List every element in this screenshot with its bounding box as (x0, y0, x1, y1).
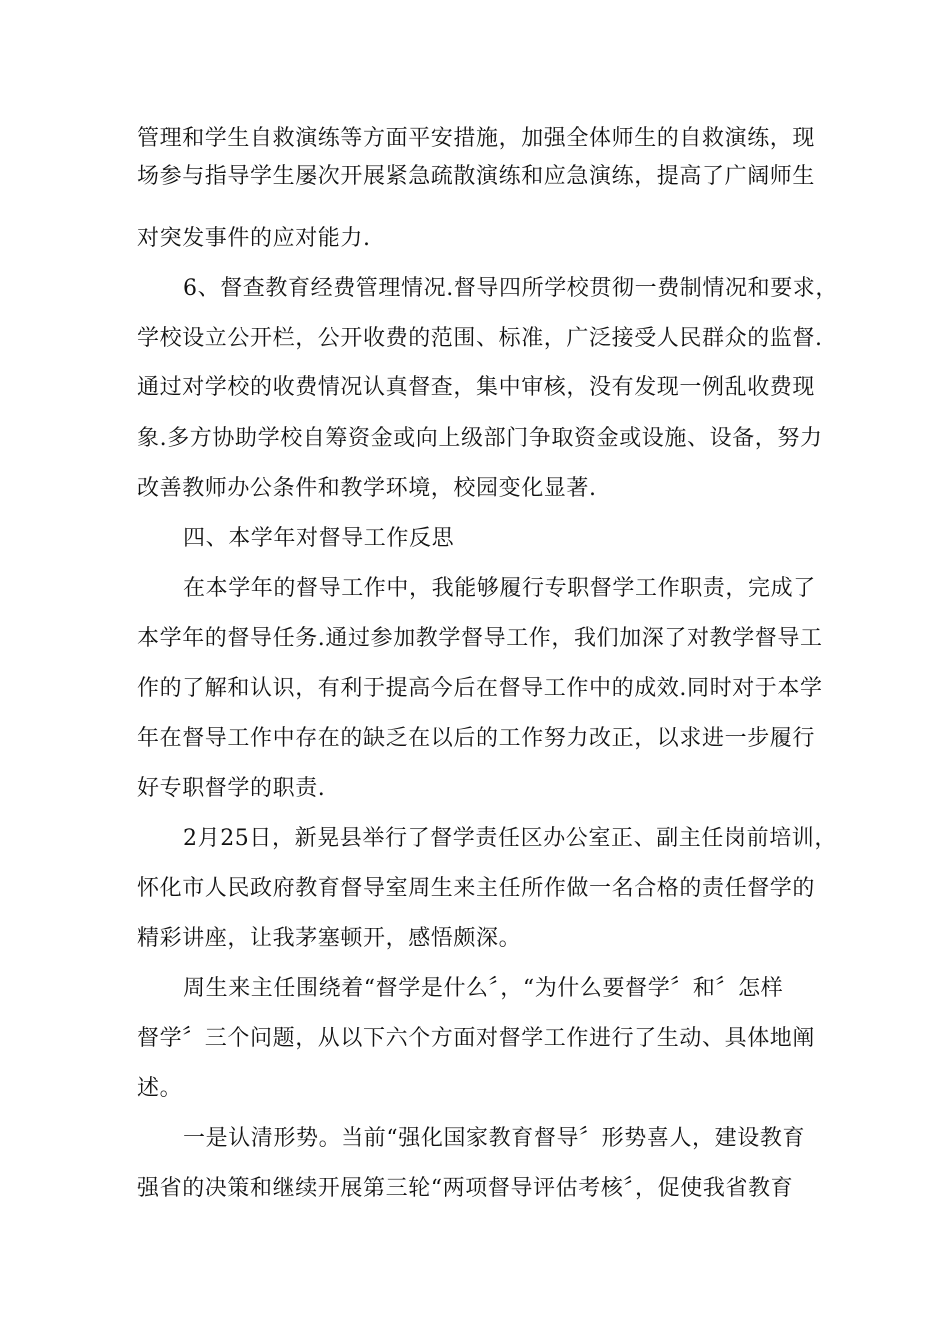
text-line: 强省的决策和继续开展第三轮“两项督导评估考核〞，促使我省教育 (137, 1176, 794, 1201)
text-line: 改善教师办公条件和教学环境，校园变化显著. (137, 476, 597, 501)
text-line: 年在督导工作中存在的缺乏在以后的工作努力改正，以求进一步履行 (137, 726, 816, 751)
text-line: 周生来主任围绕着“督学是什么〞，“为什么要督学〞和〞怎样 (183, 976, 784, 1001)
text-line: 管理和学生自救演练等方面平安措施，加强全体师生的自救演练，现 (137, 126, 816, 151)
text-line: 对突发事件的应对能力. (137, 226, 371, 251)
text-line: 一是认清形势。当前“强化国家教育督导〞形势喜人，建设教育 (183, 1126, 806, 1151)
text-line: 象.多方协助学校自筹资金或向上级部门争取资金或设施、设备，努力 (137, 426, 823, 451)
text-line: 述。 (137, 1076, 183, 1101)
text-line: 6、督查教育经费管理情况.督导四所学校贯彻一费制情况和要求， (183, 276, 838, 301)
section-heading: 四、本学年对督导工作反思 (183, 526, 455, 551)
text-line: 好专职督学的职责. (137, 776, 326, 801)
text-line: 精彩讲座，让我茅塞顿开，感悟颇深。 (137, 926, 522, 951)
text-line: 2月25日，新晃县举行了督学责任区办公室正、副主任岗前培训， (183, 826, 837, 851)
text-line: 通过对学校的收费情况认真督查，集中审核，没有发现一例乱收费现 (137, 375, 816, 400)
text-line: 作的了解和认识，有利于提高今后在督导工作中的成效.同时对于本学 (137, 676, 823, 701)
text-line: 学校设立公开栏，公开收费的范围、标准，广泛接受人民群众的监督. (137, 326, 823, 351)
text-line: 场参与指导学生屡次开展紧急疏散演练和应急演练，提高了广阔师生 (137, 164, 816, 189)
text-line: 在本学年的督导工作中，我能够履行专职督学工作职责，完成了 (183, 576, 816, 601)
text-line: 本学年的督导任务.通过参加教学督导工作，我们加深了对教学督导工 (137, 626, 823, 651)
text-line: 怀化市人民政府教育督导室周生来主任所作做一名合格的责任督学的 (137, 876, 816, 901)
text-line: 督学〞三个问题，从以下六个方面对督学工作进行了生动、具体地阐 (137, 1026, 816, 1051)
